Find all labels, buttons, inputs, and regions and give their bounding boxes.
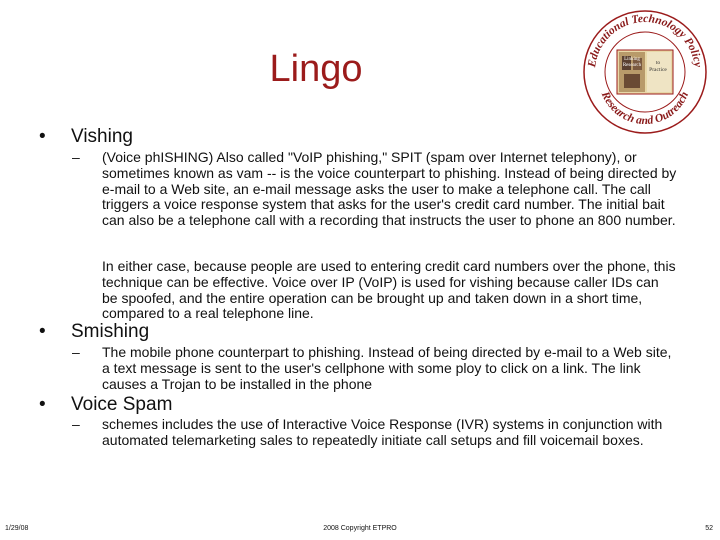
- seal-graphic: [581, 8, 709, 136]
- footer-page-number: 52: [705, 525, 713, 532]
- bullet-marker: •: [39, 321, 46, 342]
- svg-text:Research: Research: [622, 63, 642, 68]
- dash-marker: –: [72, 416, 80, 432]
- dash-marker: –: [72, 149, 80, 165]
- footer-date: 1/29/08: [5, 525, 29, 532]
- bullet-label: Smishing: [71, 321, 150, 342]
- sub-bullet-text: schemes includes the use of Interactive Voice Response (IVR) systems in conjunction with automated telemarketing sales to repeatedly initiate call setups and fill voicemail boxes.: [102, 416, 663, 448]
- bullet-label: Voice Spam: [71, 394, 173, 415]
- sub-bullet-text: (Voice phISHING) Also called "VoIP phishing," SPIT (spam over Internet telephony), or sometimes known as vam -- is the voice counterpart to phishing. Instead of being directed by e-mail to a Web site, an e-mail message asks the user to make a telephone call. The call triggers a voice response system that asks for the user's credit card number. The initial bait can also be a telephone call with a recording that instructs the user to phone an 800 number.: [102, 149, 677, 229]
- svg-text:Linking: Linking: [624, 57, 640, 62]
- bullet-marker: •: [39, 394, 46, 415]
- sub-bullet-text: The mobile phone counterpart to phishing. Instead of being directed by e-mail to a Web site, a text message is sent to the user's cellphone with some ploy to click on a link. The link causes a Trojan to be installed in the phone: [102, 344, 672, 392]
- svg-text:Educational Technology Policy: Educational Technology Policy: [586, 12, 704, 69]
- svg-text:to: to: [655, 60, 661, 66]
- vishing-continuation: In either case, because people are used to entering credit card numbers over the phone, this technique can be effective. Voice over IP (VoIP) is used for vishing because caller IDs can be spoofed, and the entire operation can be brought up and taken down in a short time, compared to a real telephone line.: [102, 258, 676, 322]
- slide-title: Lingo: [269, 48, 363, 90]
- footer-copyright: 2008 Copyright ETPRO: [323, 525, 397, 532]
- etpro-logo: [581, 8, 709, 136]
- svg-text:Research and Outreach: Research and Outreach: [598, 89, 692, 128]
- svg-text:Practice: Practice: [649, 67, 667, 73]
- dash-marker: –: [72, 344, 80, 360]
- bullet-marker: •: [39, 126, 46, 147]
- bullet-label: Vishing: [71, 126, 133, 147]
